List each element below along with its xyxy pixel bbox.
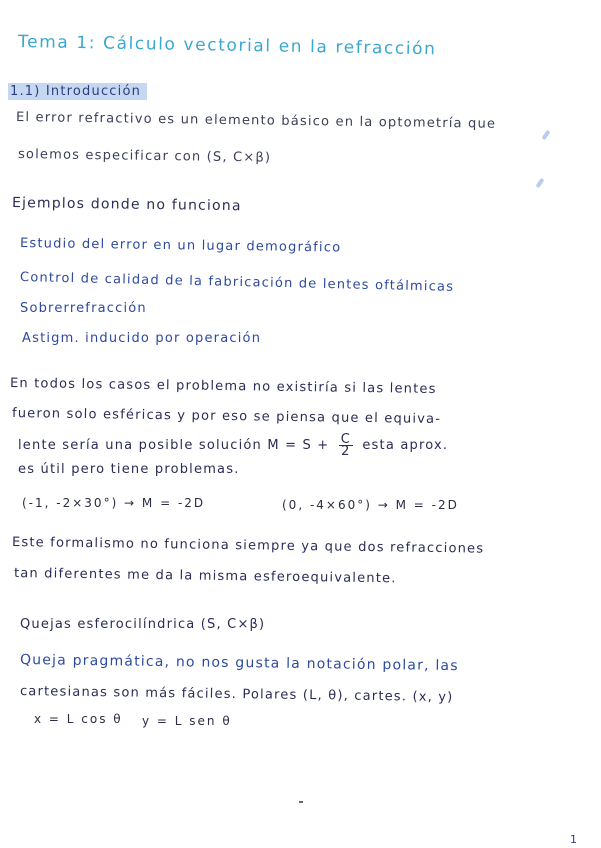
pen-mark — [541, 130, 550, 140]
paragraph2-line-3-tail: esta aprox. — [362, 438, 449, 453]
fraction — [339, 434, 353, 457]
paragraph2-line-3-text: lente sería una posible solución M = S + — [18, 438, 330, 453]
examples-heading: Ejemplos donde no funciona — [11, 195, 242, 215]
paragraph3-line-2: tan diferentes me da la misma esferoequivalente. — [13, 566, 397, 587]
page-number: 1 — [570, 833, 577, 846]
example-item: Estudio del error en un lugar demográfico — [19, 236, 342, 256]
equation-x: x = L cos θ — [34, 712, 123, 726]
paragraph2-line-2: fueron solo esféricas y por eso se piensa que el equiva- — [11, 406, 442, 427]
intro-line-2: solemos especificar con (S, C×β) — [17, 147, 272, 166]
complaint-1: Quejas esferocilíndrica (S, C×β) — [20, 617, 266, 632]
fraction-denominator: 2 — [341, 444, 351, 459]
ink-dot — [299, 801, 303, 803]
formula-example-right: (0, -4×60°) → M = -2D — [282, 498, 459, 512]
paragraph2-line-3 — [18, 434, 448, 457]
complaint-2-line-1: Queja pragmática, no nos gusta la notación polar, las — [19, 652, 459, 675]
example-item: Control de calidad de la fabricación de lentes oftálmicas — [19, 270, 455, 295]
intro-line-1: El error refractivo es un elemento básico en la optometría que — [15, 110, 497, 132]
formula-example-left: (-1, -2×30°) → M = -2D — [22, 496, 206, 510]
section-heading: 1.1) Introducción — [8, 83, 147, 100]
fraction-numerator: C — [340, 432, 352, 447]
paragraph3-line-1: Este formalismo no funciona siempre ya que dos refracciones — [11, 535, 485, 557]
pen-mark — [535, 178, 544, 188]
equation-y: y = L sen θ — [142, 714, 232, 728]
paragraph2-line-4: es útil pero tiene problemas. — [18, 462, 240, 477]
example-item: Astigm. inducido por operación — [22, 331, 262, 346]
example-item: Sobrerrefracción — [20, 301, 147, 316]
complaint-2-line-2: cartesianas son más fáciles. Polares (L, θ), cartes. (x, y) — [19, 684, 454, 706]
page-title: Tema 1: Cálculo vectorial en la refracción — [17, 32, 437, 60]
paragraph2-line-1: En todos los casos el problema no existiría si las lentes — [9, 376, 437, 397]
